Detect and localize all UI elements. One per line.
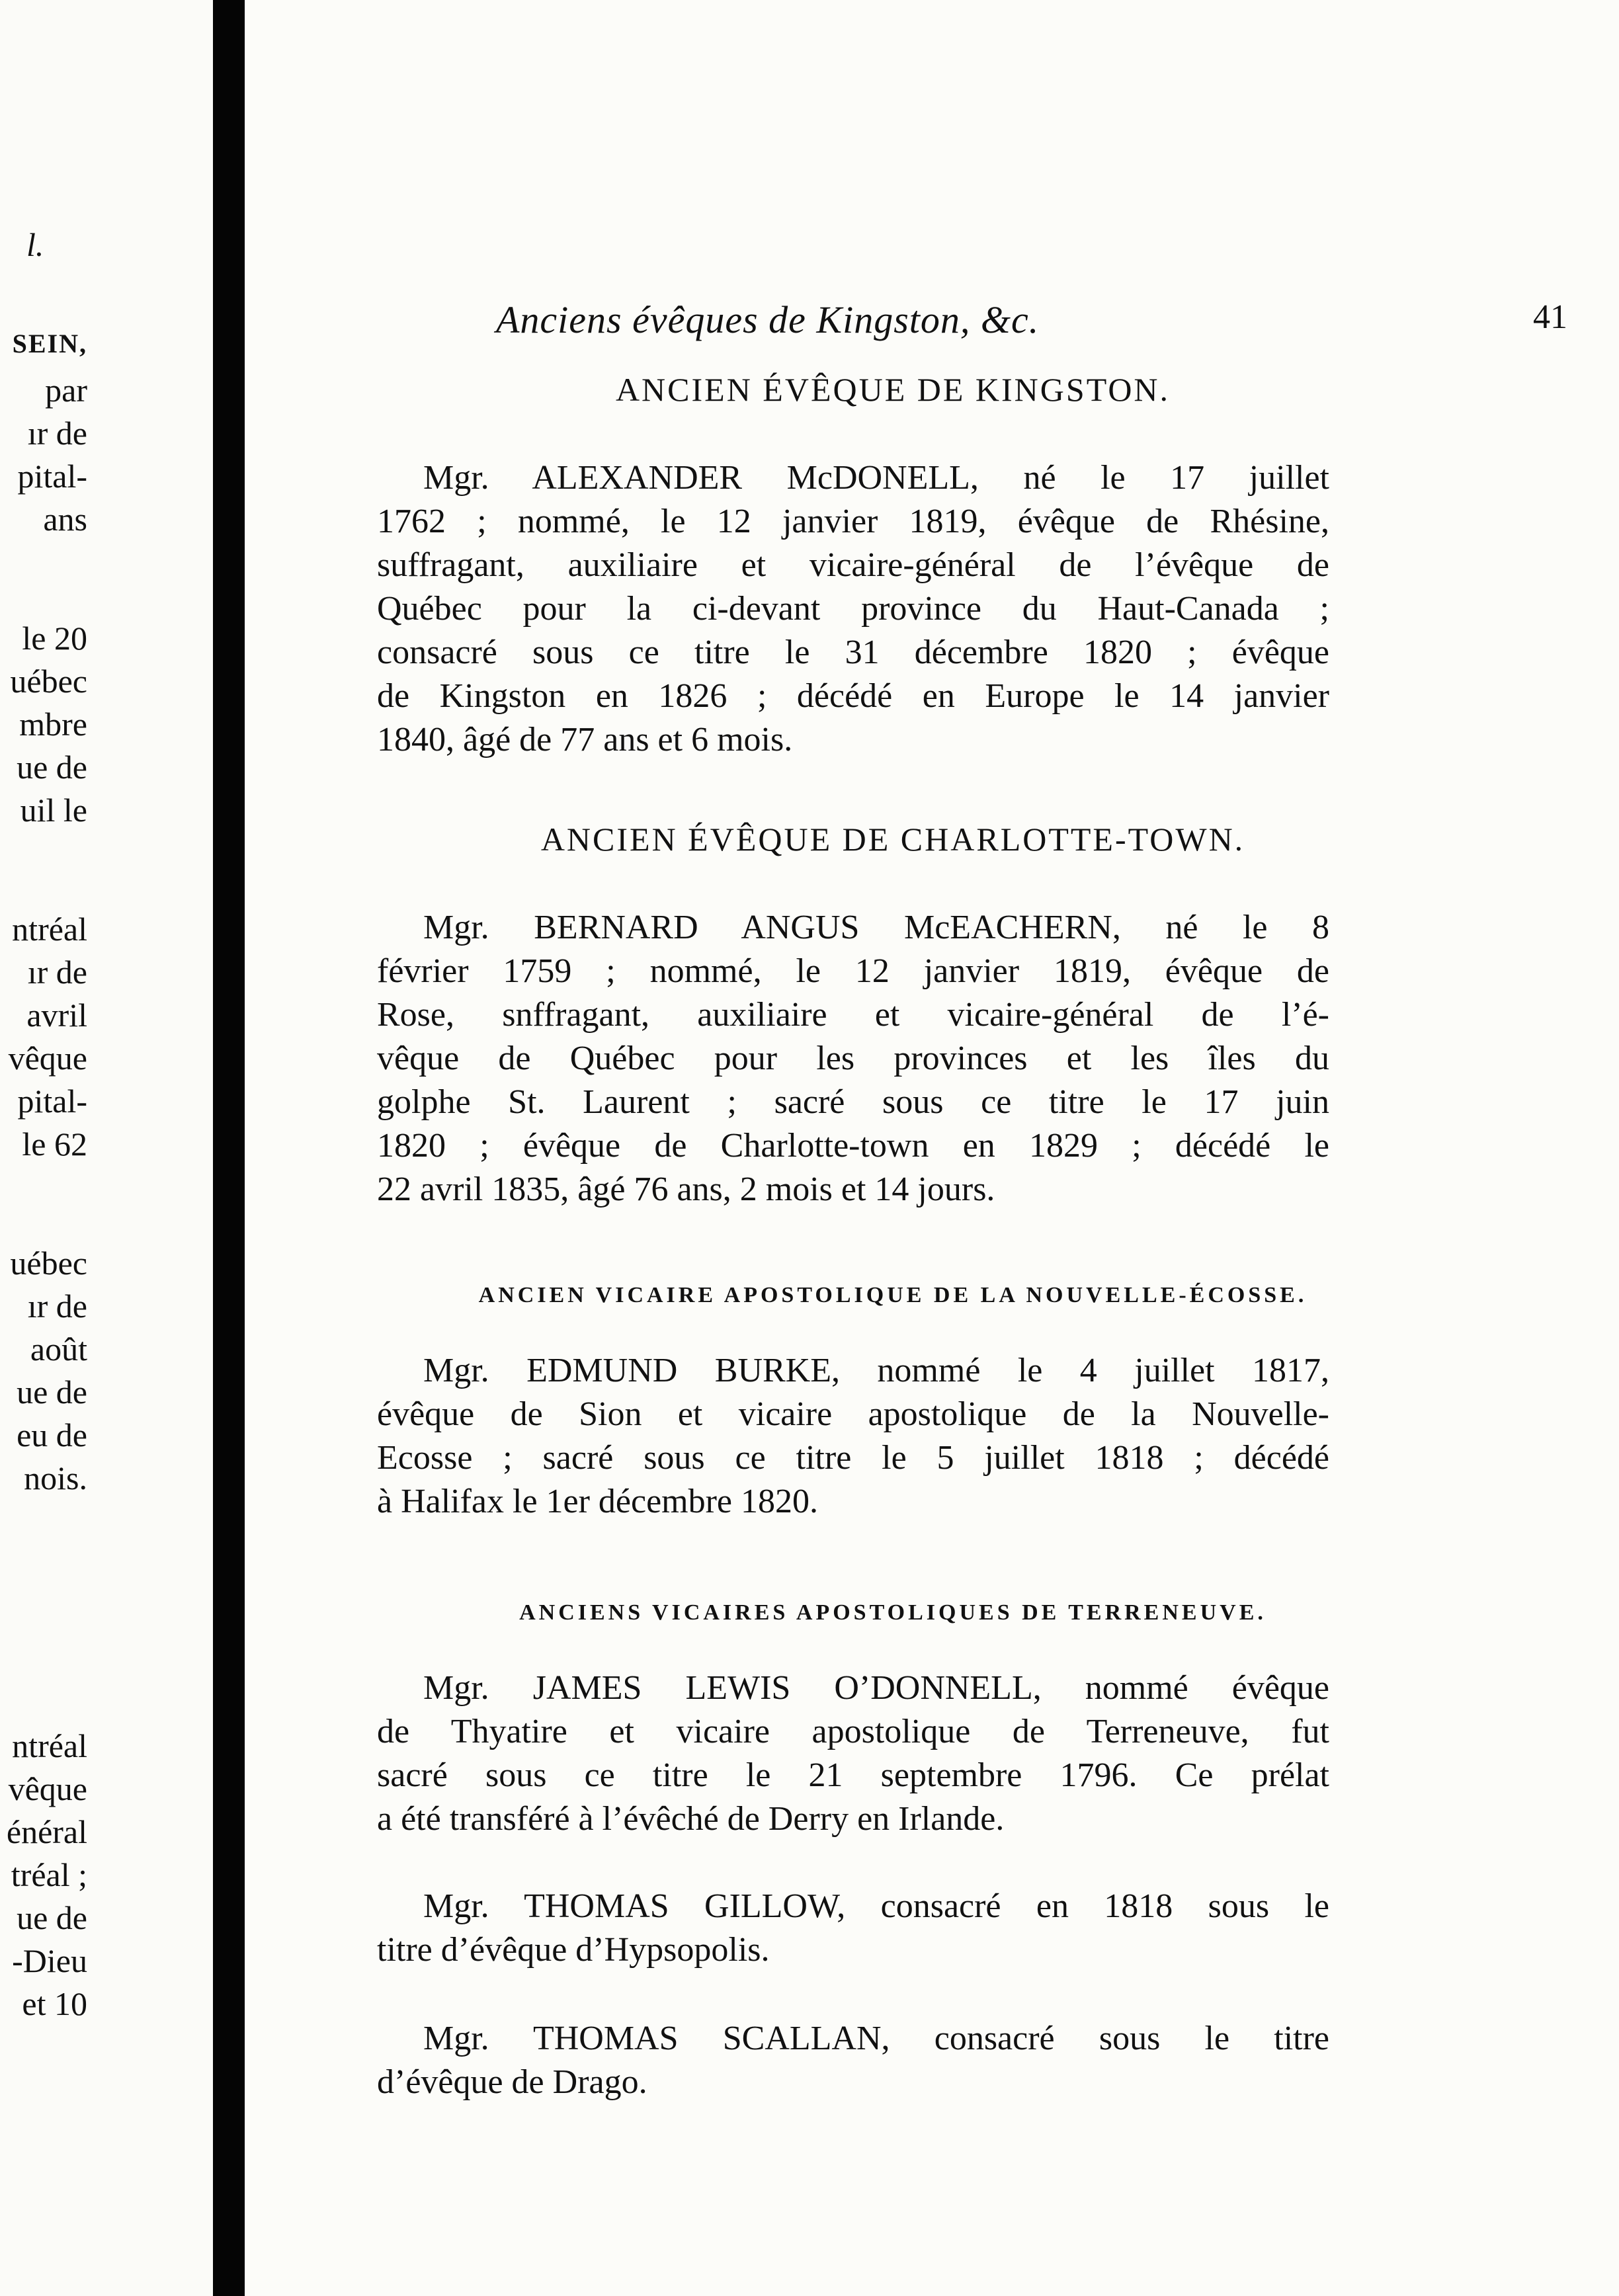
text-line: consacré sous ce titre le 31 décembre 1820 ; évêque	[377, 634, 1329, 671]
book-gutter	[213, 0, 245, 2296]
text-line: Mgr. THOMAS SCALLAN, consacré sous le titre	[423, 2020, 1329, 2057]
bishop-entry	[377, 1666, 1329, 1841]
text-line: évêque de Sion et vicaire apostolique de la Nouvelle-	[377, 1395, 1329, 1433]
section-heading: ANCIEN ÉVÊQUE DE KINGSTON.	[615, 371, 1171, 408]
text-line: 1762 ; nommé, le 12 janvier 1819, évêque de Rhésine,	[377, 503, 1329, 540]
text-line: Ecosse ; sacré sous ce titre le 5 juillet 1818 ; décédé	[377, 1439, 1329, 1477]
facing-page-line: énéral	[6, 1813, 87, 1850]
bishop-entry	[377, 2017, 1329, 2104]
text-line: Mgr. BERNARD ANGUS McEACHERN, né le 8	[423, 909, 1329, 946]
facing-page-line: par	[45, 372, 87, 409]
facing-page-line: uil le	[20, 792, 87, 829]
text-line: Mgr. ALEXANDER McDONELL, né le 17 juillet	[423, 459, 1329, 497]
text-line: a été transféré à l’évêché de Derry en Irlande.	[377, 1800, 1005, 1838]
text-line: Québec pour la ci-devant province du Haut-Canada ;	[377, 590, 1329, 628]
facing-page-line: uébec	[10, 663, 87, 700]
facing-page-line: uébec	[10, 1245, 87, 1282]
text-line: de Thyatire et vicaire apostolique de Terreneuve, fut	[377, 1713, 1329, 1750]
document-page	[245, 0, 1619, 2296]
facing-page-line: ue de	[17, 749, 87, 786]
facing-page-line: le 62	[22, 1126, 87, 1163]
facing-page-line: nois.	[24, 1459, 87, 1496]
bishop-entry	[377, 906, 1329, 1211]
text-line: Mgr. JAMES LEWIS O’DONNELL, nommé évêque	[423, 1669, 1329, 1707]
text-line: février 1759 ; nommé, le 12 janvier 1819, évêque de	[377, 952, 1329, 990]
text-line: de Kingston en 1826 ; décédé en Europe le 14 janvier	[377, 677, 1329, 715]
facing-page-line: ans	[43, 501, 87, 538]
text-line: Mgr. EDMUND BURKE, nommé le 4 juillet 1817,	[423, 1352, 1329, 1389]
text-line: suffragant, auxiliaire et vicaire-général de l’évêque de	[377, 546, 1329, 584]
facing-page-line: ue de	[17, 1374, 87, 1411]
facing-page-line: ntréal	[12, 911, 87, 948]
section-heading: ANCIEN VICAIRE APOSTOLIQUE DE LA NOUVELLE-ÉCOSSE.	[478, 1283, 1308, 1307]
running-head-title: Anciens évêques de Kingston, &c.	[496, 298, 1040, 341]
text-line: sacré sous ce titre le 21 septembre 1796. Ce prélat	[377, 1756, 1329, 1794]
facing-page-line: ue de	[17, 1899, 87, 1936]
facing-page-fragment	[0, 0, 213, 2296]
facing-page-line: pital-	[17, 458, 87, 495]
facing-page-line: ntréal	[12, 1727, 87, 1764]
text-line: 22 avril 1835, âgé 76 ans, 2 mois et 14 jours.	[377, 1170, 995, 1208]
facing-page-line: -Dieu	[12, 1942, 87, 1979]
facing-page-line: le 20	[22, 620, 87, 657]
text-line: 1820 ; évêque de Charlotte-town en 1829 ; décédé le	[377, 1127, 1329, 1165]
running-head	[496, 298, 1567, 350]
facing-page-line: ır de	[27, 1288, 87, 1325]
facing-page-line: et 10	[22, 1985, 87, 2022]
facing-page-line: vêque	[8, 1770, 87, 1807]
text-line: à Halifax le 1er décembre 1820.	[377, 1483, 819, 1520]
facing-page-line: ır de	[27, 954, 87, 991]
section-heading: ANCIEN ÉVÊQUE DE CHARLOTTE-TOWN.	[540, 821, 1245, 858]
text-line: vêque de Québec pour les provinces et les îles du	[377, 1040, 1329, 1077]
bishop-entry	[377, 1349, 1329, 1524]
bishop-entry	[377, 456, 1329, 762]
text-line: golphe St. Laurent ; sacré sous ce titre le 17 juin	[377, 1083, 1329, 1121]
facing-page-line: SEIN,	[12, 329, 87, 358]
text-line: d’évêque de Drago.	[377, 2063, 647, 2101]
bishop-entry	[377, 1885, 1329, 1972]
text-line: Rose, snffragant, auxiliaire et vicaire-général de l’é-	[377, 996, 1329, 1034]
facing-page-line: mbre	[19, 706, 87, 743]
facing-page-line: août	[30, 1331, 87, 1368]
facing-page-line: eu de	[17, 1416, 87, 1454]
facing-page-line: avril	[26, 997, 87, 1034]
text-line: 1840, âgé de 77 ans et 6 mois.	[377, 721, 793, 758]
facing-page-line: vêque	[8, 1040, 87, 1077]
text-line: titre d’évêque d’Hypsopolis.	[377, 1931, 770, 1969]
facing-page-line: ır de	[27, 415, 87, 452]
facing-page-line: pital-	[17, 1083, 87, 1120]
text-line: Mgr. THOMAS GILLOW, consacré en 1818 sous le	[423, 1887, 1329, 1925]
page-number: 41	[1533, 298, 1567, 336]
section-heading: ANCIENS VICAIRES APOSTOLIQUES DE TERRENEUVE.	[519, 1600, 1266, 1625]
facing-page-line: tréal ;	[11, 1856, 87, 1893]
facing-page-line: l.	[26, 226, 44, 263]
